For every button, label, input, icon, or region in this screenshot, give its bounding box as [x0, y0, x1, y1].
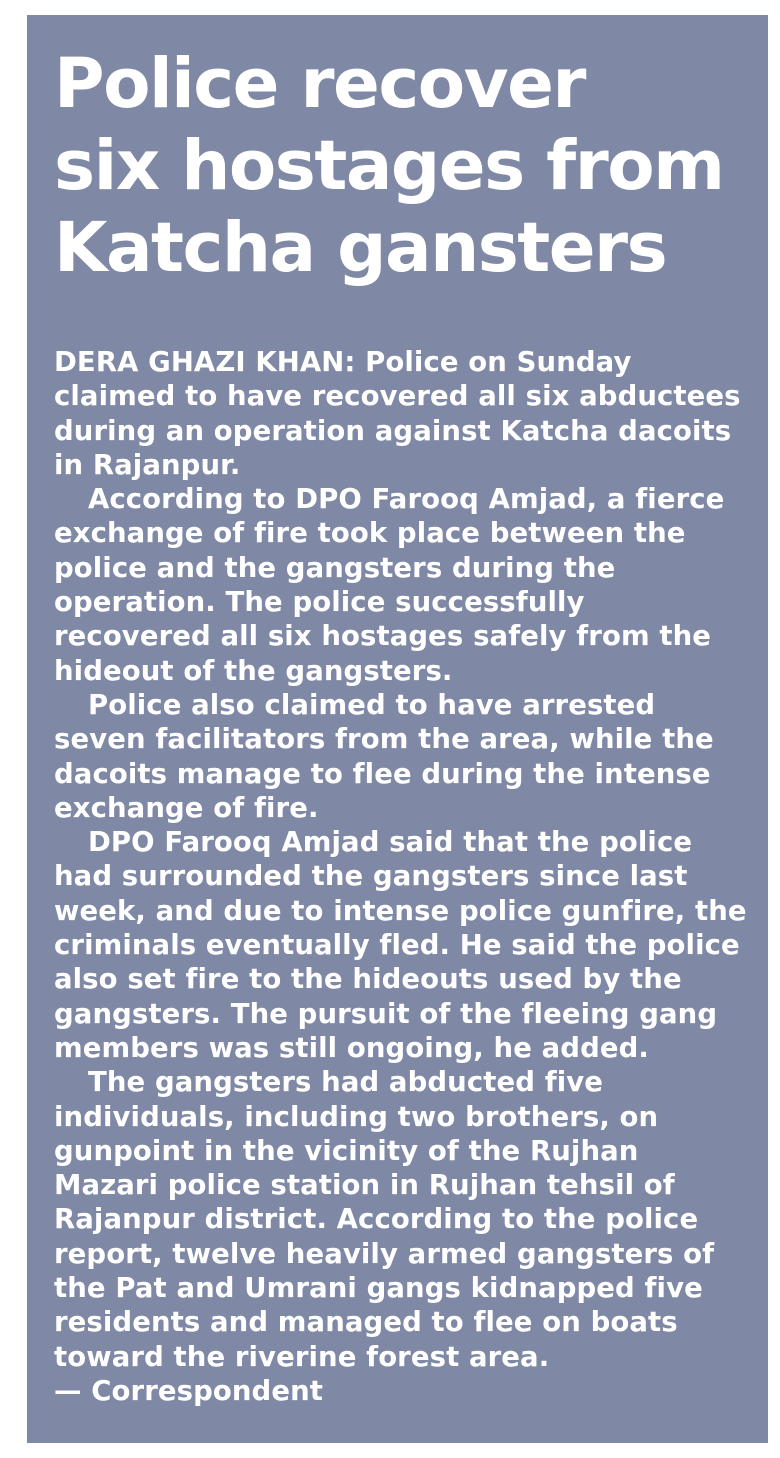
paragraph-4: DPO Farooq Amjad said that the police had surrounded the gangsters since last week, and due to intense police gunfire, the criminals eventually fled. He said the police also set fire to the hideouts used by the gangsters. The pursuit of the fleeing gang members was still ongoing, he added. — [54, 826, 747, 1064]
paragraph-3: Police also claimed to have arrested seven facilitators from the area, while the dacoits manage to flee during the intense exchange of fire. — [54, 688, 714, 824]
headline-line-2: six hostages from — [54, 126, 724, 206]
article-body — [54, 345, 750, 1408]
headline — [54, 43, 750, 289]
paragraph-2: According to DPO Farooq Amjad, a fierce exchange of fire took place between the police and the gangsters during the operation. The police successfully recovered all six hostages safely from the hideout of the gangsters. — [54, 483, 725, 687]
news-clipping — [27, 15, 768, 1443]
headline-line-1: Police recover — [54, 44, 585, 124]
byline: — Correspondent — [54, 1374, 324, 1407]
paragraph-5: The gangsters had abducted five individuals, including two brothers, on gunpoint in the vicinity of the Rujhan Mazari police station in Rujhan tehsil of Rajanpur district. According to the police report, twelve heavily armed gangsters of the Pat and Umrani gangs kidnapped five residents and managed to flee on boats toward the riverine forest area. — [54, 1066, 715, 1373]
headline-line-3: Katcha gansters — [54, 208, 667, 288]
paragraph-dateline: DERA GHAZI KHAN: Police on Sunday claimed to have recovered all six abductees during an operation against Katcha dacoits in Rajanpur. — [54, 346, 741, 481]
